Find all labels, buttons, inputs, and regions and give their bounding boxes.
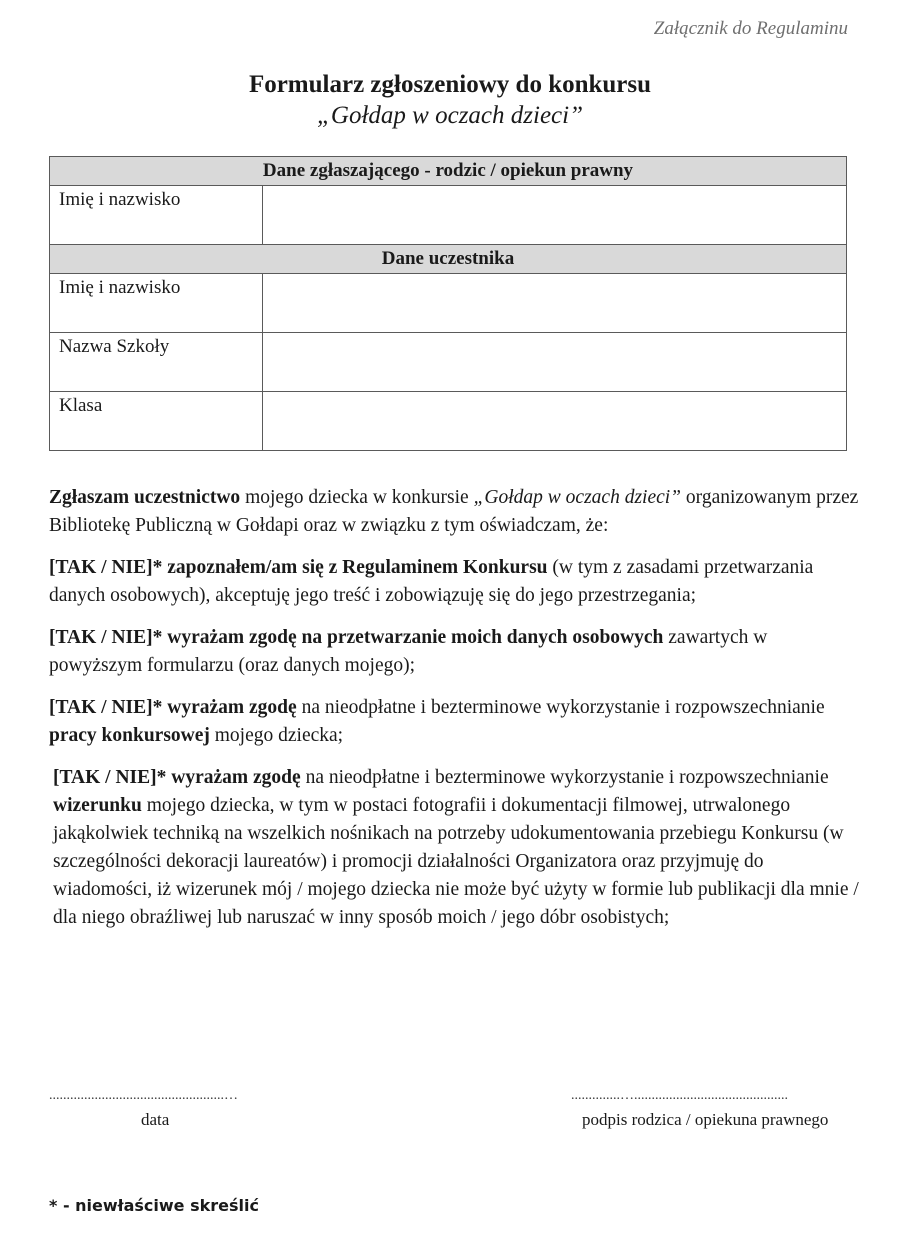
- consent-image-text-a: na nieodpłatne i bezterminowe wykorzystanie i rozpowszechnianie: [300, 767, 829, 788]
- entry-form-table: [49, 156, 847, 451]
- school-name-field[interactable]: [263, 333, 847, 392]
- consent-work-text-b: mojego dziecka;: [209, 725, 344, 746]
- consent-regulations-choice[interactable]: [TAK / NIE]* zapoznałem/am się z Regulaminem Konkursu: [49, 557, 548, 578]
- intro-text-a: mojego dziecka w konkursie: [240, 487, 474, 508]
- consent-image-bold: wizerunku: [53, 795, 142, 816]
- intro-contest-title: „Gołdap w oczach dzieci”: [473, 487, 682, 508]
- contest-name: „Gołdap w oczach dzieci”: [317, 102, 583, 129]
- signature-line[interactable]: ..............…............................................: [571, 1088, 788, 1103]
- consent-image-text-b: mojego dziecka, w tym w postaci fotografii i dokumentacji filmowej, utrwalonego jakąkolwiek techniką na wszelkich nośnikach na potrzeby udokumentowania przebiegu Konkursu (w szczególności dekoracji laureatów) i promocji działalności Organizatora oraz przyjmuję do wiadomości, iż wizerunek mój / mojego dziecka nie może być użyty w formie lub publikacji dla mnie / dla niego obraźliwej lub naruszać w inny sposób moich / jego dóbr osobistych;: [53, 795, 859, 928]
- participant-name-label: Imię i nazwisko: [50, 274, 263, 333]
- annex-label: Załącznik do Regulaminu: [653, 18, 848, 39]
- parent-section-header: Dane zgłaszającego - rodzic / opiekun prawny: [50, 157, 847, 186]
- consent-regulations-text: (w tym z zasadami przetwarzania danych osobowych), akceptuję jego treść i zobowiązuję się do jego przestrzegania;: [49, 557, 814, 606]
- date-line[interactable]: ..................................................…: [49, 1088, 238, 1103]
- consent-data-processing: [49, 624, 859, 680]
- consent-data-text: zawartych w powyższym formularzu (oraz danych mojego);: [49, 627, 768, 676]
- intro-bold: Zgłaszam uczestnictwo: [49, 487, 241, 508]
- class-field[interactable]: [263, 392, 847, 451]
- signature-label: podpis rodzica / opiekuna prawnego: [582, 1110, 829, 1129]
- consent-work-bold: pracy konkursowej: [49, 725, 210, 746]
- school-name-label: Nazwa Szkoły: [50, 333, 263, 392]
- declaration-text: [49, 484, 859, 946]
- parent-name-label: Imię i nazwisko: [50, 186, 263, 245]
- consent-regulations: [49, 554, 859, 610]
- consent-work-choice[interactable]: [TAK / NIE]* wyrażam zgodę: [49, 697, 297, 718]
- consent-data-choice[interactable]: [TAK / NIE]* wyrażam zgodę na przetwarzanie moich danych osobowych: [49, 627, 664, 648]
- consent-work-text-a: na nieodpłatne i bezterminowe wykorzystanie i rozpowszechnianie: [296, 697, 825, 718]
- participant-section-header: Dane uczestnika: [50, 245, 847, 274]
- declaration-intro: [49, 484, 859, 540]
- footnote: * - niewłaściwe skreślić: [49, 1196, 259, 1215]
- class-label: Klasa: [50, 392, 263, 451]
- consent-work-usage: [49, 694, 859, 750]
- consent-image-usage: [49, 764, 859, 932]
- consent-image-choice[interactable]: [TAK / NIE]* wyrażam zgodę: [53, 767, 301, 788]
- participant-name-field[interactable]: [263, 274, 847, 333]
- date-label: data: [141, 1110, 170, 1129]
- intro-text-b: organizowanym przez Bibliotekę Publiczną w Gołdapi oraz w związku z tym oświadczam, że:: [49, 487, 859, 536]
- parent-name-field[interactable]: [263, 186, 847, 245]
- form-title: Formularz zgłoszeniowy do konkursu: [248, 71, 652, 98]
